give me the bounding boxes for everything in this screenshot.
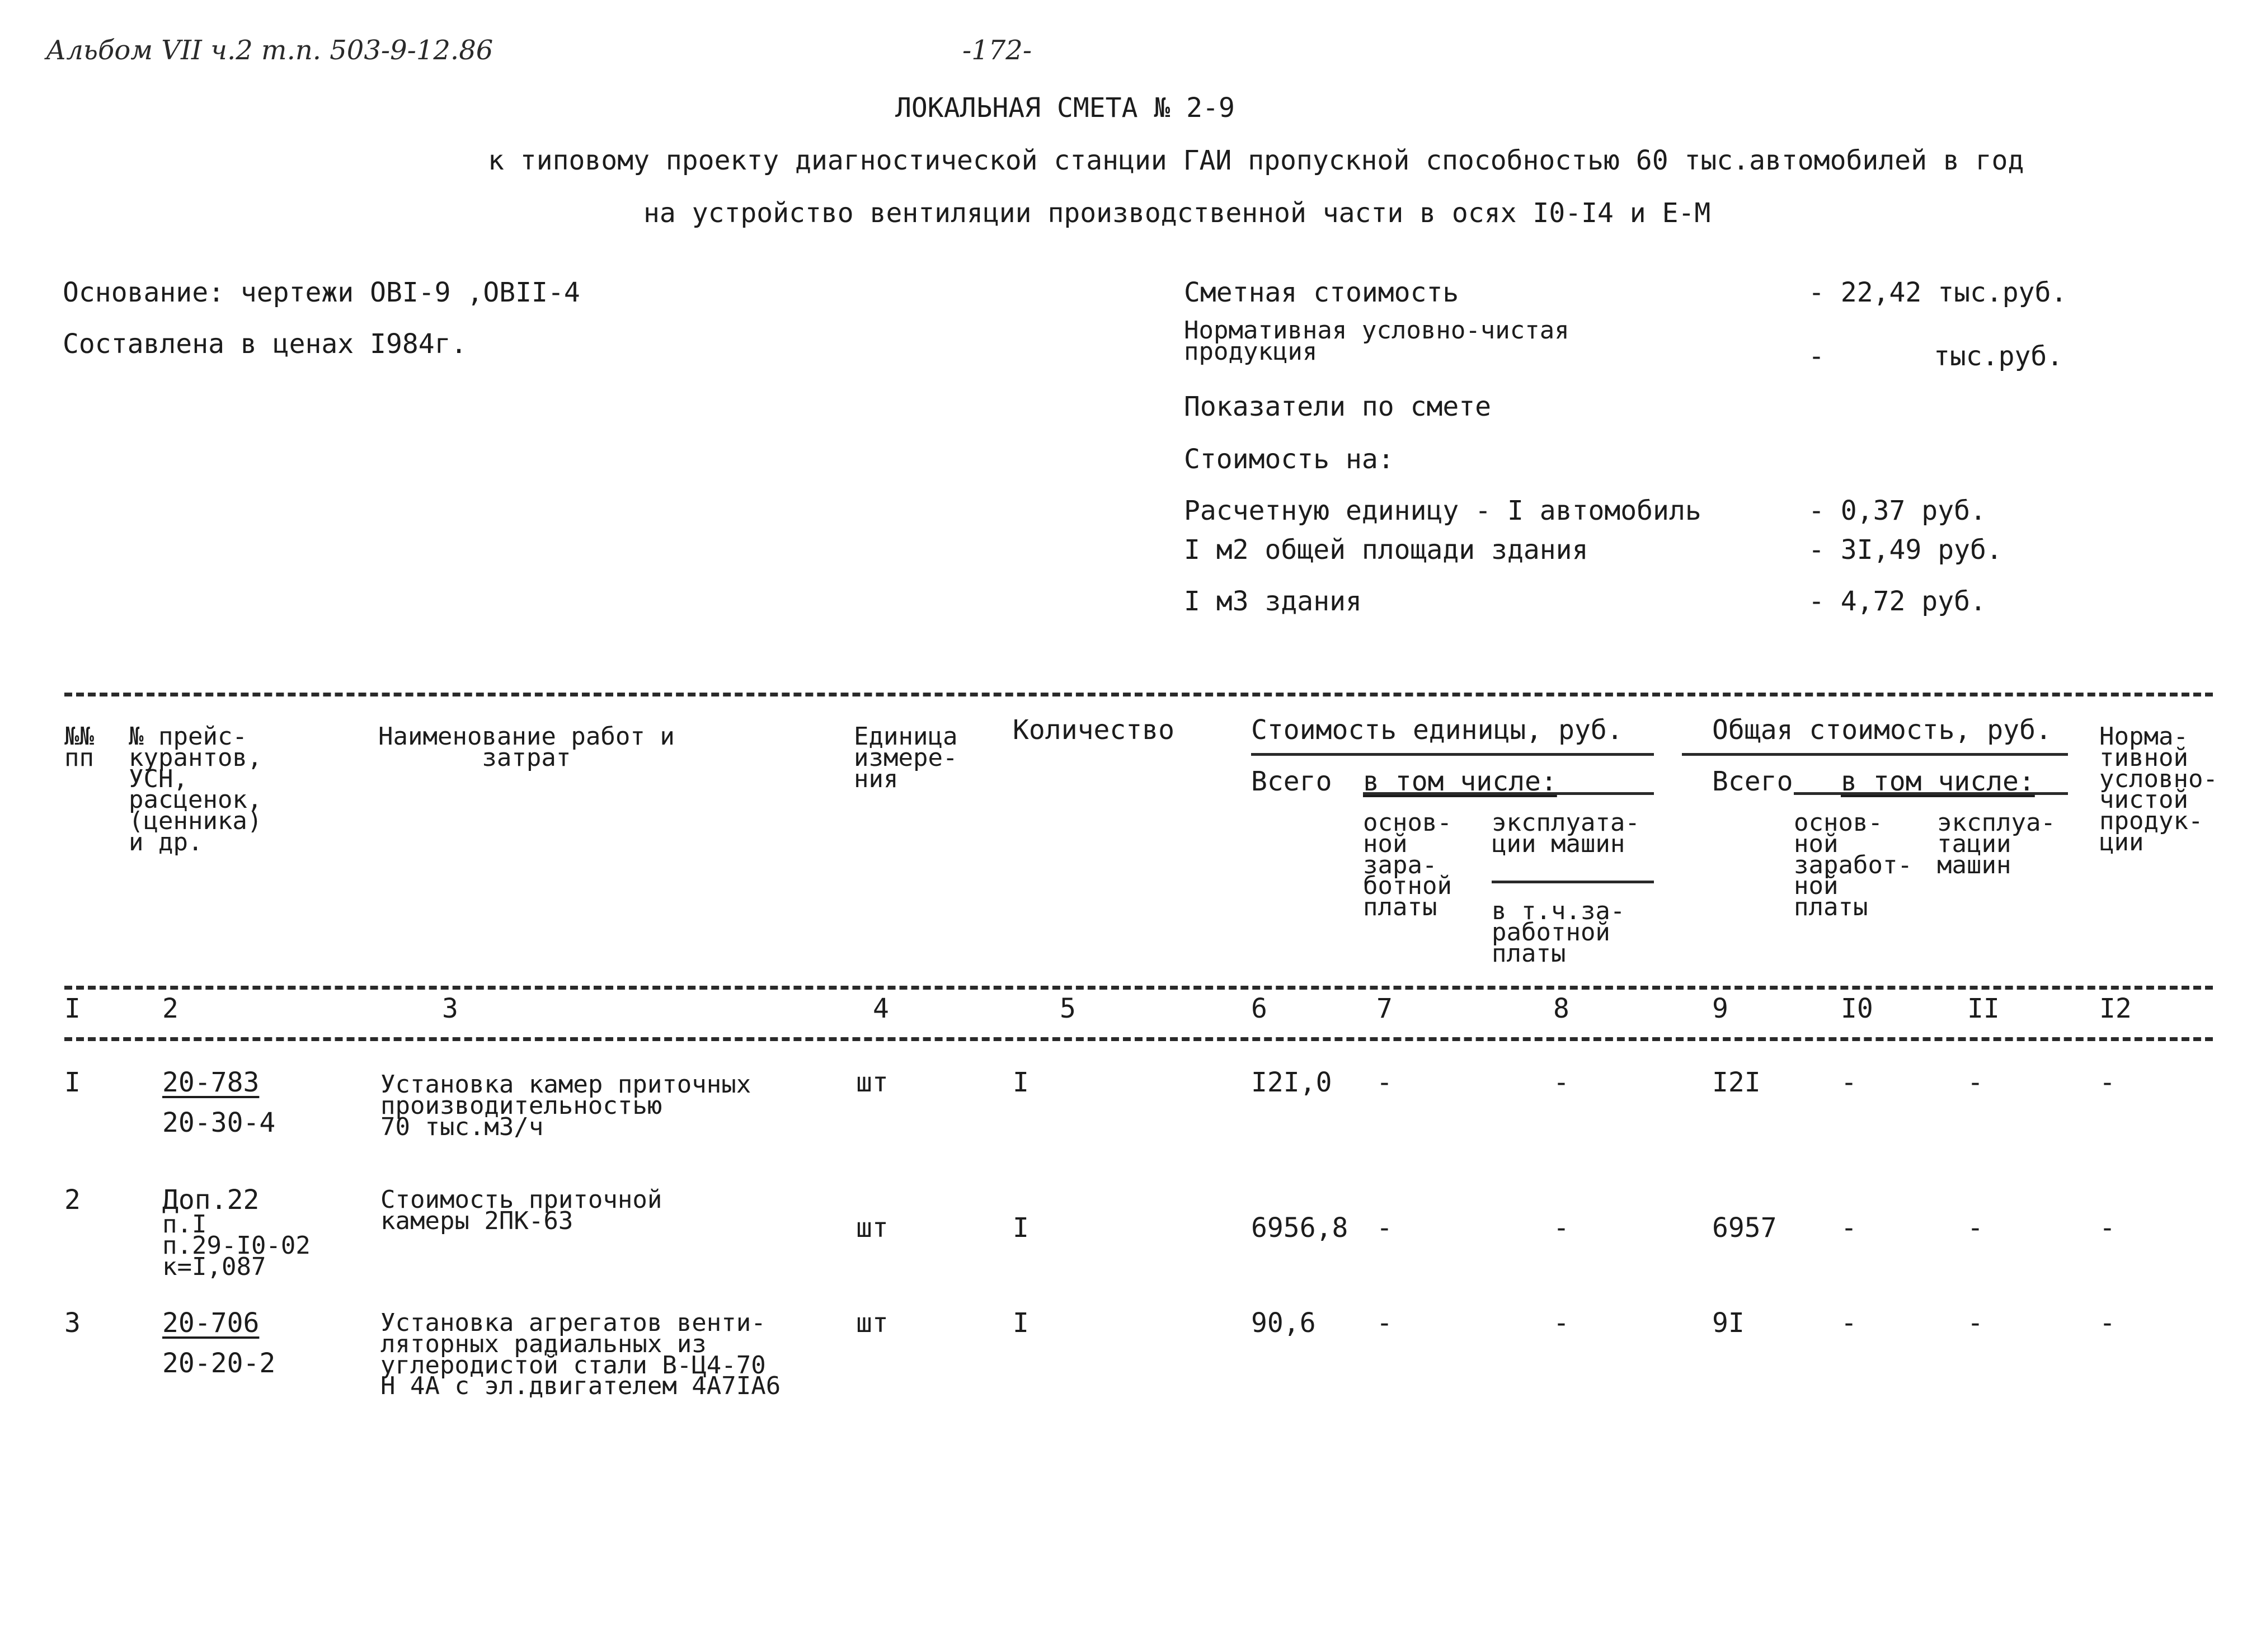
col-number-8: 8 <box>1553 993 1569 1024</box>
col-header-unit-base-wage: основ- ной зара- ботной платы <box>1363 808 1452 922</box>
col-group-total-cost: Общая стоимость, руб. <box>1712 714 2052 746</box>
unit-cost-machine-ops: - <box>1553 1212 1569 1244</box>
page-number: -172- <box>962 35 1032 66</box>
document-subtitle-line2: на устройство вентиляции производственной части в осях I0-I4 и Е-М <box>643 197 1711 229</box>
column-numbers-divider <box>64 1037 2213 1041</box>
machine-ops-subdivision-rule <box>1492 881 1654 883</box>
unit-of-measure: шт <box>856 1212 889 1244</box>
estimated-cost-value: - 22,42 тыс.руб. <box>1808 277 2067 308</box>
price-list-subcode: 20-20-2 <box>162 1348 276 1379</box>
col-number-7: 7 <box>1376 993 1393 1024</box>
basis-drawings: Основание: чертежи ОВI-9 ,ОВII-4 <box>63 277 580 308</box>
unit-cost-group-rule <box>1251 753 1654 756</box>
cost-per-m2-label: I м2 общей площади здания <box>1184 534 1588 566</box>
normative-product: - <box>2099 1307 2116 1339</box>
cost-per-car-value: - 0,37 руб. <box>1808 495 1986 526</box>
cost-per-m2-value: - 3I,49 руб. <box>1808 534 2002 566</box>
unit-cost-total: 90,6 <box>1251 1307 1316 1339</box>
indicators-label: Показатели по смете <box>1184 391 1492 422</box>
price-list-code: 20-706 <box>162 1307 260 1339</box>
quantity: I <box>1013 1212 1029 1244</box>
col-header-price-list: № прейс- курантов, УСН, расценок, (ценника) и др. <box>129 722 262 857</box>
total-machine-ops: - <box>1967 1067 1983 1098</box>
document-title: ЛОКАЛЬНАЯ СМЕТА № 2-9 <box>895 92 1235 124</box>
total-base-wage: - <box>1841 1067 1857 1098</box>
total-cost-group-rule <box>1682 753 2068 756</box>
total-cost: 9I <box>1712 1307 1745 1339</box>
cost-per-m3-value: - 4,72 руб. <box>1808 586 1986 617</box>
col-number-9: 9 <box>1712 993 1728 1024</box>
document-subtitle-line1: к типовому проекту диагностической станции ГАИ пропускной способностью 60 тыс.автомобилей в год <box>488 145 2024 176</box>
col-number-6: 6 <box>1251 993 1267 1024</box>
col-header-quantity: Количество <box>1013 714 1174 746</box>
col-header-normative-product: Норма- тивной условно- чистой продук- ции <box>2099 722 2218 857</box>
col-header-unit: Единица измере- ния <box>854 722 958 793</box>
price-list-subcode: 20-30-4 <box>162 1107 276 1138</box>
work-name: Стоимость приточной камеры 2ПК-63 <box>380 1185 662 1235</box>
cost-per-m3-label: I м3 здания <box>1184 586 1362 617</box>
total-base-wage: - <box>1841 1307 1857 1339</box>
header-bottom-divider <box>64 986 2213 990</box>
price-list-code: 20-783 <box>162 1067 260 1098</box>
col-number-3: 3 <box>442 993 458 1024</box>
total-machine-ops: - <box>1967 1212 1983 1244</box>
row-number: 3 <box>64 1307 81 1339</box>
album-reference: Альбом VII ч.2 т.п. 503-9-12.86 <box>46 35 493 66</box>
price-list-code: Доп.22 <box>162 1184 260 1216</box>
quantity: I <box>1013 1307 1029 1339</box>
normative-product-unit: тыс.руб. <box>1934 341 2063 372</box>
work-name: Установка камер приточных производительностью 70 тыс.м3/ч <box>380 1070 751 1141</box>
unit-cost-total: 6956,8 <box>1251 1212 1348 1244</box>
normative-product-label: Нормативная условно-чистая продукция <box>1184 316 1569 366</box>
row-number: I <box>64 1067 81 1098</box>
col-number-10: I0 <box>1841 993 1873 1024</box>
basis-prices-year: Составлена в ценах I984г. <box>63 328 467 360</box>
normative-product: - <box>2099 1067 2116 1098</box>
total-machine-ops: - <box>1967 1307 1983 1339</box>
unit-of-measure: шт <box>856 1067 889 1098</box>
unit-cost-base-wage: - <box>1376 1212 1393 1244</box>
total-cost: 6957 <box>1712 1212 1777 1244</box>
col-number-11: II <box>1967 993 2000 1024</box>
normative-product-dash: - <box>1808 341 1825 372</box>
col-header-row-number: №№ пп <box>64 722 94 772</box>
cost-per-car-label: Расчетную единицу - I автомобиль <box>1184 495 1701 526</box>
col-number-1: I <box>64 993 81 1024</box>
row-number: 2 <box>64 1184 81 1216</box>
col-header-unit-machine-ops: эксплуата- ции машин <box>1492 808 1640 858</box>
col-header-work-name: Наименование работ и затрат <box>378 722 675 772</box>
total-base-wage: - <box>1841 1212 1857 1244</box>
estimated-cost-label: Сметная стоимость <box>1184 277 1459 308</box>
normative-product: - <box>2099 1212 2116 1244</box>
col-group-unit-including: в том числе: <box>1363 766 1557 797</box>
total-cost: I2I <box>1712 1067 1761 1098</box>
price-list-subcode: п.I п.29-I0-02 к=I,087 <box>162 1210 311 1281</box>
col-number-5: 5 <box>1060 993 1076 1024</box>
cost-per-label: Стоимость на: <box>1184 444 1394 475</box>
col-number-12: I2 <box>2099 993 2132 1024</box>
col-header-total: Всего <box>1712 766 1793 797</box>
col-header-unit-total: Всего <box>1251 766 1332 797</box>
col-number-4: 4 <box>873 993 889 1024</box>
unit-cost-machine-ops: - <box>1553 1067 1569 1098</box>
table-top-divider <box>64 693 2213 696</box>
unit-of-measure: шт <box>856 1307 889 1339</box>
col-number-2: 2 <box>162 993 178 1024</box>
unit-cost-total: I2I,0 <box>1251 1067 1332 1098</box>
work-name: Установка агрегатов венти- ляторных радиальных из углеродистой стали В-Ц4-70 Н 4А с эл.двигателем 4А7IА6 <box>380 1309 781 1401</box>
col-header-total-base-wage: основ- ной заработ- ной платы <box>1794 808 1912 922</box>
col-header-unit-machine-wage: в т.ч.за- работной платы <box>1492 897 1625 968</box>
quantity: I <box>1013 1067 1029 1098</box>
unit-cost-base-wage: - <box>1376 1067 1393 1098</box>
unit-cost-machine-ops: - <box>1553 1307 1569 1339</box>
unit-cost-base-wage: - <box>1376 1307 1393 1339</box>
col-header-total-machine-ops: эксплуа- тации машин <box>1937 808 2056 879</box>
col-group-unit-cost: Стоимость единицы, руб. <box>1251 714 1623 746</box>
col-group-total-including: в том числе: <box>1841 766 2035 797</box>
